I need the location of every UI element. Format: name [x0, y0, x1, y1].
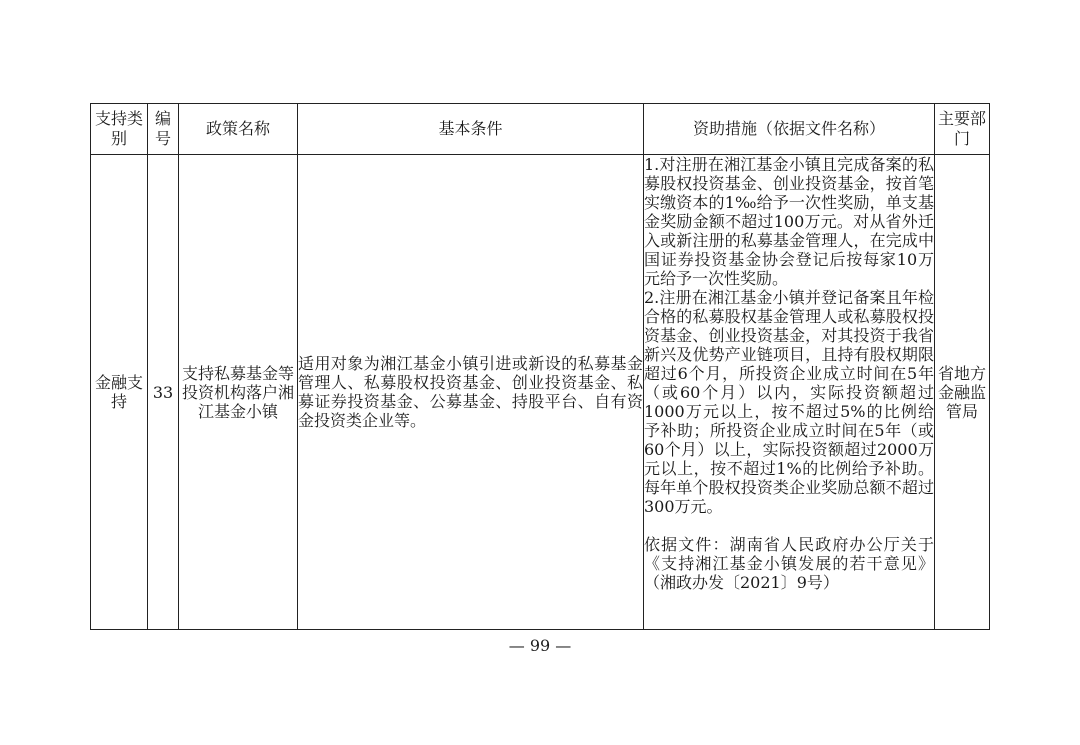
page-number: — 99 —: [508, 636, 572, 655]
header-measures: 资助措施（依据文件名称）: [644, 104, 935, 155]
cell-number: 33: [148, 155, 179, 630]
header-category: 支持类别: [91, 104, 148, 155]
measure-item-1: 1.对注册在湘江基金小镇且完成备案的私募股权投资基金、创业投资基金，按首笔实缴资本的1‰给予一次性奖励，单支基金奖励金额不超过100万元。对从省外迁入或新注册的私募基金管理人，在完成中国证券投资基金协会登记后按每家10万元给予一次性奖励。: [644, 155, 934, 288]
header-policy-name: 政策名称: [179, 104, 298, 155]
table-row: [91, 155, 990, 630]
table-header-row: [91, 104, 990, 155]
header-department: 主要部门: [935, 104, 990, 155]
cell-conditions: 适用对象为湘江基金小镇引进或新设的私募基金管理人、私募股权投资基金、创业投资基金、私募证券投资基金、公募基金、持股平台、自有资金投资类企业等。: [298, 155, 644, 630]
header-number: 编号: [148, 104, 179, 155]
measure-basis: 依据文件：湖南省人民政府办公厅关于《支持湘江基金小镇发展的若干意见》（湘政办发〔2021〕9号）: [644, 535, 934, 592]
header-conditions: 基本条件: [298, 104, 644, 155]
cell-policy-name: 支持私募基金等投资机构落户湘江基金小镇: [179, 155, 298, 630]
policy-table: [90, 103, 990, 630]
cell-measures: [644, 155, 935, 630]
cell-category: 金融支持: [91, 155, 148, 630]
cell-department: 省地方金融监管局: [935, 155, 990, 630]
measure-item-2: 2.注册在湘江基金小镇并登记备案且年检合格的私募股权基金管理人或私募股权投资基金、创业投资基金，对其投资于我省新兴及优势产业链项目，且持有股权期限超过6个月，所投资企业成立时间在5年（或60个月）以内，实际投资额超过1000万元以上，按不超过5%的比例给予补助；所投资企业成立时间在5年（或60个月）以上，实际投资额超过2000万元以上，按不超过1%的比例给予补助。每年单个股权投资类企业奖励总额不超过300万元。: [644, 288, 934, 516]
